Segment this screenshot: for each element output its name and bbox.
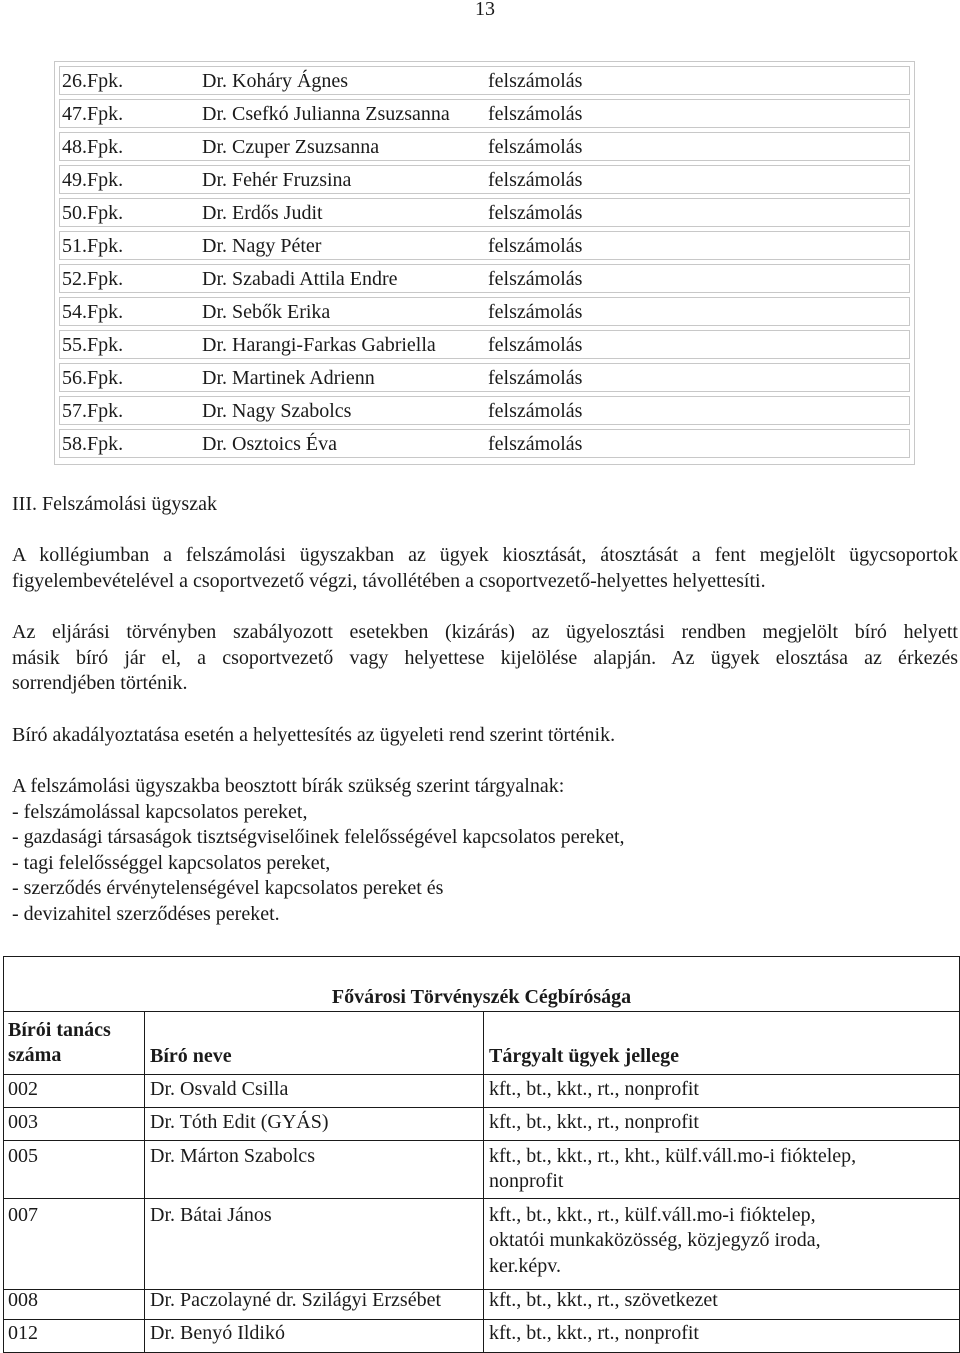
case-type: felszámolás [488,70,583,92]
case-types: nonprofit [489,1170,564,1192]
judge-name: Dr. Osztoics Éva [202,433,337,455]
table-row [59,99,910,128]
header-panel-number: Bírói tanács [8,1019,111,1041]
panel-number: 003 [8,1111,38,1133]
paragraph-exclusion [12,620,958,697]
case-types: oktatói munkaközösség, közjegyző iroda, [489,1229,821,1251]
panel-number: 008 [8,1289,38,1311]
table-row [59,297,910,326]
paragraph-substitution [12,723,958,749]
paragraph-line: másik bíró jár el, a csoportvezető vagy helyettese kijelölése alapján. Az ügyek elosztása az érkezés [12,646,958,669]
header-case-types: Tárgyalt ügyek jellege [489,1045,679,1067]
case-code: 47.Fpk. [62,103,124,125]
judge-name: Dr. Czuper Zsuzsanna [202,136,380,158]
table-row [59,330,910,359]
table-row [59,363,910,392]
panel-number: 007 [8,1204,38,1226]
table-rule [3,1289,960,1290]
case-type: felszámolás [488,202,583,224]
paragraph-case-list [12,774,958,927]
list-item: - tagi felelősséggel kapcsolatos pereket, [12,851,331,874]
judge-name: Dr. Bátai János [150,1204,272,1226]
case-code: 52.Fpk. [62,268,124,290]
case-type: felszámolás [488,400,583,422]
case-type: felszámolás [488,367,583,389]
case-type: felszámolás [488,103,583,125]
table-row [59,198,910,227]
table-column-rule [483,1011,484,1353]
table-rule [3,1074,960,1075]
case-code: 51.Fpk. [62,235,124,257]
case-code: 56.Fpk. [62,367,124,389]
case-code: 50.Fpk. [62,202,124,224]
judge-name: Dr. Tóth Edit (GYÁS) [150,1111,329,1133]
case-type: felszámolás [488,268,583,290]
list-item: - felszámolással kapcsolatos pereket, [12,800,308,823]
judge-name: Dr. Koháry Ágnes [202,70,349,92]
table-title: Fővárosi Törvényszék Cégbírósága [331,986,632,1008]
table-rule [3,1011,960,1012]
judge-assignment-table [54,61,915,465]
table-row [59,231,910,260]
case-type: felszámolás [488,136,583,158]
case-type: felszámolás [488,169,583,191]
case-code: 49.Fpk. [62,169,124,191]
table-border-left [3,956,4,1353]
list-item: - gazdasági társaságok tisztségviselőinek felelősségével kapcsolatos pereket, [12,826,625,848]
case-types: kft., bt., kkt., rt., külf.váll.mo-i fióktelep, [489,1204,816,1226]
paragraph-line: sorrendjében történik. [12,672,188,694]
judge-name: Dr. Martinek Adrienn [202,367,375,389]
judge-name: Dr. Márton Szabolcs [150,1145,315,1167]
table-column-rule [144,1011,145,1353]
panel-number: 002 [8,1078,38,1100]
table-row [59,165,910,194]
judge-name: Dr. Csefkó Julianna Zsuzsanna [202,103,450,125]
judge-name: Dr. Nagy Péter [202,235,322,257]
case-types: kft., bt., kkt., rt., nonprofit [489,1322,699,1344]
case-code: 26.Fpk. [62,70,124,92]
table-row [59,66,910,95]
judge-name: Dr. Osvald Csilla [150,1078,289,1100]
table-rule [3,1107,960,1108]
panel-number: 012 [8,1322,38,1344]
paragraph-line: Bíró akadályoztatása esetén a helyettesítés az ügyeleti rend szerint történik. [12,724,616,746]
case-code: 48.Fpk. [62,136,124,158]
case-types: kft., bt., kkt., rt., nonprofit [489,1111,699,1133]
table-row [59,132,910,161]
paragraph-line: A kollégiumban a felszámolási ügyszakban az ügyek kiosztását, átosztását a fent megjelölt ügycsoportok [12,544,958,566]
table-rule [3,1198,960,1199]
judge-name: Dr. Harangi-Farkas Gabriella [202,334,436,356]
table-rule [3,1319,960,1320]
panel-number: 005 [8,1145,38,1167]
table-row [59,396,910,425]
judge-name: Dr. Paczolayné dr. Szilágyi Erzsébet [150,1289,442,1311]
case-code: 58.Fpk. [62,433,124,455]
case-code: 55.Fpk. [62,334,124,356]
case-types: kft., bt., kkt., rt., nonprofit [489,1078,699,1100]
case-type: felszámolás [488,301,583,323]
header-panel-number: száma [8,1044,62,1066]
case-types: kft., bt., kkt., rt., kht., külf.váll.mo-i fióktelep, [489,1145,857,1167]
case-types: ker.képv. [489,1255,562,1277]
header-judge-name: Bíró neve [150,1045,232,1067]
list-item: - szerződés érvénytelenségével kapcsolatos pereket és [12,877,444,899]
judge-name: Dr. Nagy Szabolcs [202,400,352,422]
page-number: 13 [475,0,495,20]
paragraph-line: A felszámolási ügyszakba beosztott bírák szükség szerint tárgyalnak: [12,775,565,797]
table-row [59,264,910,293]
table-row [59,429,910,458]
case-types: kft., bt., kkt., rt., szövetkezet [489,1289,718,1311]
judge-name: Dr. Erdős Judit [202,202,323,224]
judge-name: Dr. Fehér Fruzsina [202,169,352,191]
table-rule [3,1140,960,1141]
judge-name: Dr. Szabadi Attila Endre [202,268,398,290]
judge-name: Dr. Sebők Erika [202,301,331,323]
judge-name: Dr. Benyó Ildikó [150,1322,285,1344]
case-type: felszámolás [488,334,583,356]
case-code: 57.Fpk. [62,400,124,422]
paragraph-assignment [12,543,958,594]
list-item: - devizahitel szerződéses pereket. [12,902,280,925]
case-code: 54.Fpk. [62,301,124,323]
table-border-top [3,956,960,957]
case-type: felszámolás [488,235,583,257]
section-title: III. Felszámolási ügyszak [12,493,217,515]
court-panel-table [3,956,960,1353]
paragraph-line: figyelembevételével a csoportvezető végzi, távollétében a csoportvezető-helyettes helyettesíti. [12,569,766,592]
paragraph-line: Az eljárási törvényben szabályozott esetekben (kizárás) az ügyelosztási rendben megjelölt bíró helyett [12,621,958,643]
case-type: felszámolás [488,433,583,455]
